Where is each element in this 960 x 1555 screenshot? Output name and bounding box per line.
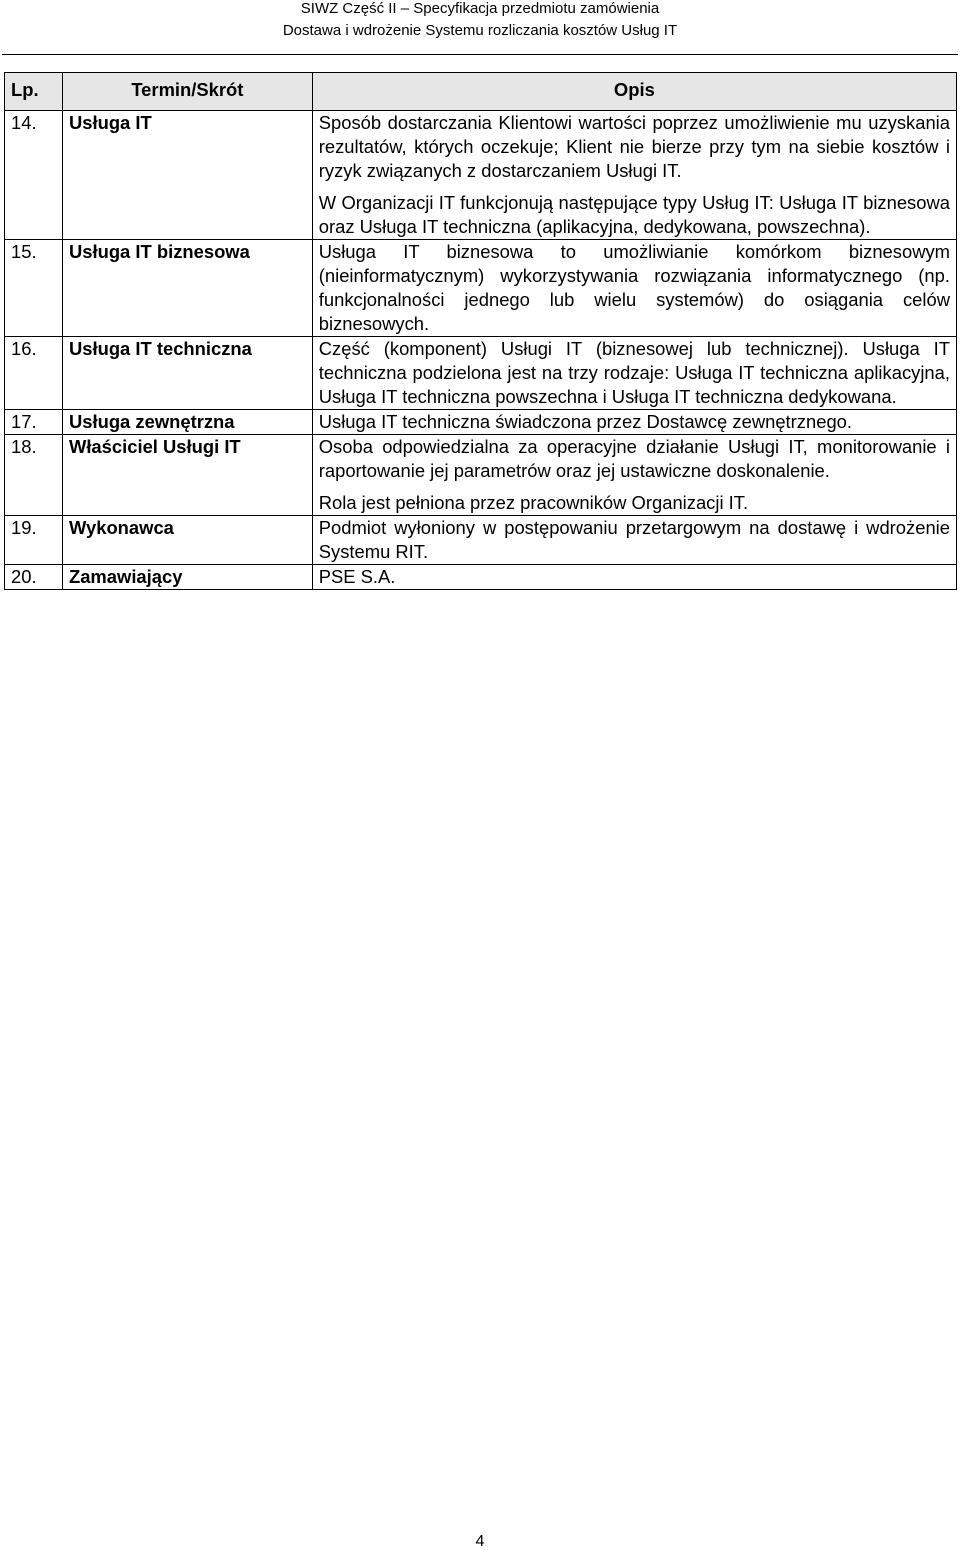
column-header-lp: Lp. [5, 73, 63, 111]
row-number: 14. [5, 111, 63, 240]
row-description [312, 435, 956, 516]
row-number: 20. [5, 565, 63, 590]
row-term: Usługa IT techniczna [62, 337, 312, 410]
header-document-title: SIWZ Część II – Specyfikacja przedmiotu zamówienia [300, 0, 660, 17]
description-paragraph: Podmiot wyłoniony w postępowaniu przetargowym na dostawę i wdrożenie Systemu RIT. [318, 517, 950, 562]
row-number: 18. [5, 435, 63, 516]
row-number: 19. [5, 516, 63, 565]
page-number: 4 [475, 1533, 485, 1550]
description-paragraph: W Organizacji IT funkcjonują następujące typy Usług IT: Usługa IT biznesowa oraz Usługa IT techniczna (aplikacyjna, dedykowana, powszechna). [318, 192, 950, 237]
table-row [5, 435, 957, 516]
row-description [312, 565, 956, 590]
row-description [312, 516, 956, 565]
description-paragraph: Rola jest pełniona przez pracowników Organizacji IT. [318, 492, 749, 513]
description-paragraph: Sposób dostarczania Klientowi wartości poprzez umożliwienie mu uzyskania rezultatów, których oczekuje; Klient nie bierze przy tym na siebie kosztów i ryzyk związanych z dostarczaniem Usługi IT. [318, 112, 950, 181]
column-header-term: Termin/Skrót [62, 73, 312, 111]
description-paragraph: PSE S.A. [318, 566, 396, 587]
row-term: Zamawiający [62, 565, 312, 590]
row-description [312, 410, 956, 435]
page-header [0, 0, 960, 42]
row-description [312, 240, 956, 337]
row-term: Usługa IT biznesowa [62, 240, 312, 337]
terms-table-body [5, 111, 957, 590]
description-paragraph: Usługa IT biznesowa to umożliwianie komórkom biznesowym (nieinformatycznym) wykorzystywania rozwiązania informatycznego (np. funkcjonalności jednego lub wielu systemów) do osiągania celów biznesowych. [318, 241, 950, 334]
description-paragraph: Osoba odpowiedzialna za operacyjne działanie Usługi IT, monitorowanie i raportowanie jej parametrów oraz jej ustawiczne doskonalenie. [318, 436, 950, 481]
header-project-title: Dostawa i wdrożenie Systemu rozliczania kosztów Usług IT [282, 22, 678, 39]
row-term: Wykonawca [62, 516, 312, 565]
table-row [5, 337, 957, 410]
row-term: Właściciel Usługi IT [62, 435, 312, 516]
description-paragraph: Usługa IT techniczna świadczona przez Dostawcę zewnętrznego. [318, 411, 853, 432]
row-term: Usługa IT [62, 111, 312, 240]
table-row [5, 410, 957, 435]
description-paragraph: Część (komponent) Usługi IT (biznesowej lub technicznej). Usługa IT techniczna podzielona jest na trzy rodzaje: Usługa IT techniczna aplikacyjna, Usługa IT techniczna powszechna i Usługa IT techniczna dedykowana. [318, 338, 950, 407]
row-number: 15. [5, 240, 63, 337]
table-row [5, 565, 957, 590]
table-row [5, 240, 957, 337]
table-row [5, 516, 957, 565]
row-description [312, 111, 956, 240]
header-divider [2, 54, 958, 55]
terms-table-header [5, 73, 957, 111]
row-term: Usługa zewnętrzna [62, 410, 312, 435]
table-row [5, 111, 957, 240]
row-number: 17. [5, 410, 63, 435]
terms-table [4, 72, 957, 590]
column-header-description: Opis [312, 73, 956, 111]
row-number: 16. [5, 337, 63, 410]
row-description [312, 337, 956, 410]
table-header-row [5, 73, 957, 111]
